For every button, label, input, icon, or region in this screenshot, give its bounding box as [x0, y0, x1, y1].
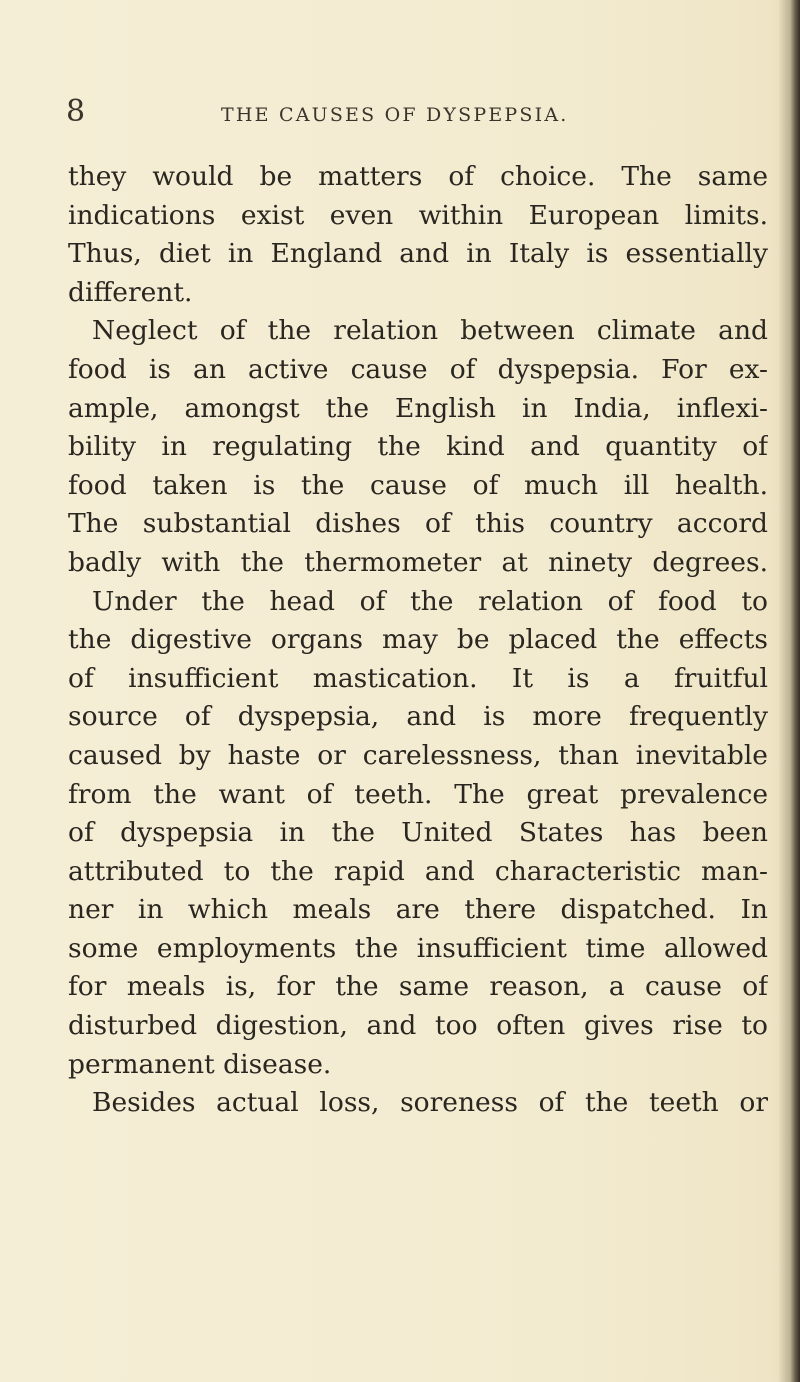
text-line: indications exist even within European limits. — [68, 199, 768, 231]
text-line: of dyspepsia in the United States has been — [68, 817, 768, 849]
running-title: THE CAUSES OF DYSPEPSIA. — [221, 104, 569, 126]
text-line: source of dyspepsia, and is more frequently — [68, 701, 768, 733]
body-text — [68, 158, 768, 1123]
text-line: disturbed digestion, and too often gives rise to — [68, 1010, 768, 1042]
text-line: from the want of teeth. The great prevalence — [68, 778, 768, 810]
page-number: 8 — [66, 94, 86, 129]
text-line: ample, amongst the English in India, inflexi- — [68, 392, 768, 424]
text-line: some employments the insufficient time allowed — [68, 932, 768, 964]
text-line: they would be matters of choice. The same — [68, 161, 768, 192]
text-line: bility in regulating the kind and quantity of — [68, 431, 768, 463]
text-line: Neglect of the relation between climate and — [92, 315, 768, 347]
text-line: of insufficient mastication. It is a fruitful — [68, 662, 768, 694]
page-edge-shadow — [778, 0, 800, 1382]
text-line: Besides actual loss, soreness of the teeth or — [92, 1087, 768, 1119]
text-line: attributed to the rapid and characteristic man- — [68, 855, 768, 887]
text-line: food taken is the cause of much ill health. — [68, 469, 768, 501]
text-line: caused by haste or carelessness, than inevitable — [68, 739, 768, 771]
text-line: permanent disease. — [68, 1048, 332, 1080]
text-line: The substantial dishes of this country accord — [68, 508, 768, 540]
running-head — [66, 94, 766, 134]
text-line: the digestive organs may be placed the effects — [68, 624, 768, 656]
text-line: for meals is, for the same reason, a cause of — [68, 971, 768, 1003]
text-line: badly with the thermometer at ninety degrees. — [68, 546, 768, 578]
text-line: Under the head of the relation of food to — [92, 585, 768, 617]
text-line: Thus, diet in England and in Italy is essentially — [68, 238, 768, 270]
text-line: different. — [68, 276, 193, 308]
text-line: ner in which meals are there dispatched. In — [68, 894, 768, 926]
text-line: food is an active cause of dyspepsia. For ex- — [68, 353, 768, 385]
